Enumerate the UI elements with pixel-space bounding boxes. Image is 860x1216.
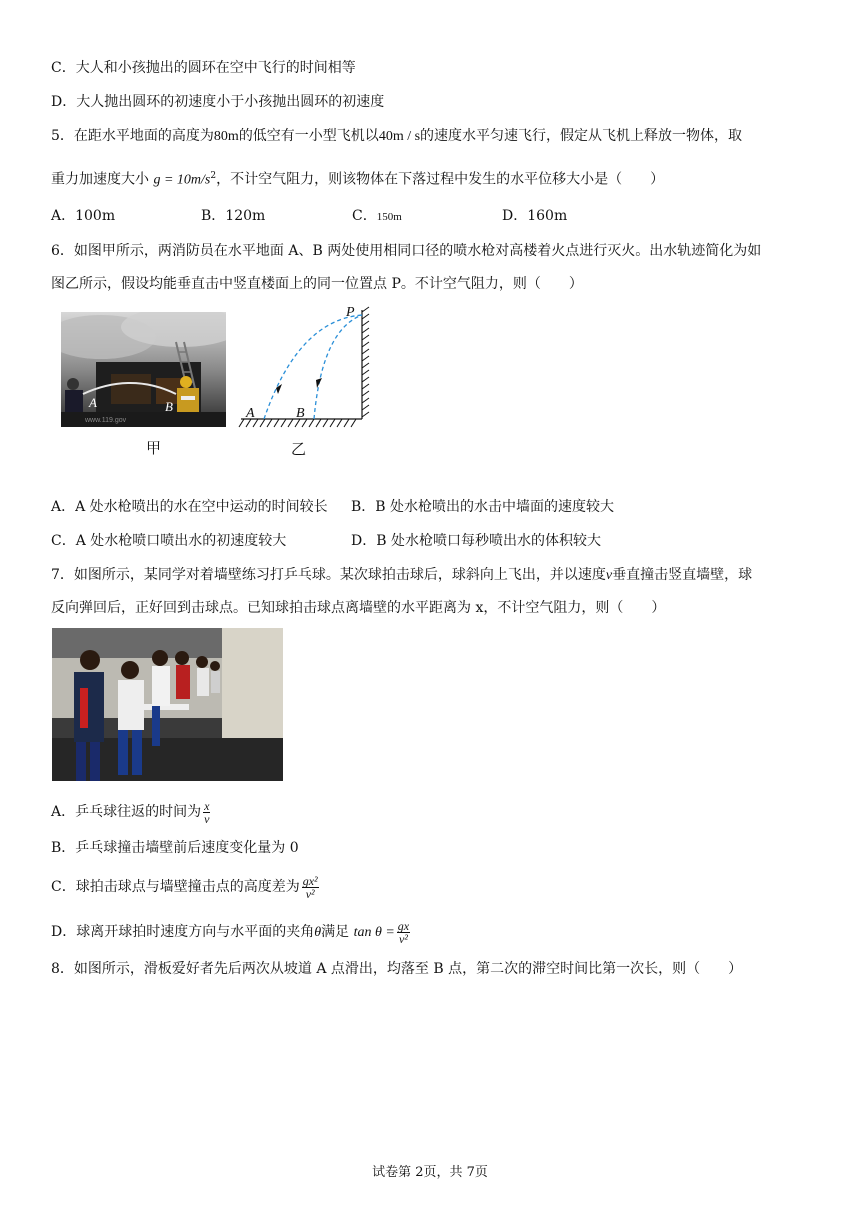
q5-stem-line2: 重力加速度大小 $g = 10m/s^2$，不计空气阻力，则该物体在下落过程中发生的水平位移大小是（ ） <box>51 171 665 188</box>
q6-option-c: C．A 处水枪喷口喷出水的初速度较大 <box>51 533 287 549</box>
page-footer: 试卷第 2页，共 7页 <box>372 1165 488 1180</box>
q5-option-c: C．150m <box>352 208 402 224</box>
diagram-label-p: P <box>346 305 355 320</box>
q7-option-a: A．乒乓球往返的时间为 $\frac{x}{v}$ <box>51 798 210 826</box>
q7-stem-line1: 7．如图所示，某同学对着墙壁练习打乒乓球。某次球拍击球后，球斜向上飞出，并以速度v垂直撞击竖直墙壁，球 <box>51 567 753 583</box>
q6-option-b: B．B 处水枪喷出的水击中墙面的速度较大 <box>351 499 615 515</box>
photo-label-b: B <box>165 399 173 414</box>
q5-option-b: B．120m <box>201 208 266 224</box>
firefighters-photo <box>61 312 226 427</box>
q7-option-b: B．乒乓球撞击墙壁前后速度变化量为 0 <box>51 840 299 856</box>
q7-option-d: D．球离开球拍时速度方向与水平面的夹角θ满足 tan θ = $\frac{gx}{\text{v²}}$ <box>51 918 410 946</box>
table-tennis-photo <box>52 628 283 781</box>
q6-stem-line2: 图乙所示，假设均能垂直击中竖直楼面上的同一位置点 P。不计空气阻力，则（ ） <box>51 276 583 292</box>
figure-caption-jia: 甲 <box>146 439 162 457</box>
photo-watermark: www.119.gov <box>85 417 127 424</box>
q4-option-c: C．大人和小孩抛出的圆环在空中飞行的时间相等 <box>51 60 356 76</box>
photo-label-a: A <box>89 395 97 410</box>
q6-stem-line1: 6．如图甲所示，两消防员在水平地面 A、B 两处使用相同口径的喷水枪对高楼着火点进行灭火。出水轨迹简化为如 <box>51 243 762 259</box>
q7-stem-line2: 反向弹回后，正好回到击球点。已知球拍击球点离墙壁的水平距离为 x，不计空气阻力，则（ ） <box>51 600 666 616</box>
q8-stem: 8．如图所示，滑板爱好者先后两次从坡道 A 点滑出，均落至 B 点，第二次的滞空时间比第一次长，则（ ） <box>51 961 743 977</box>
q6-option-d: D．B 处水枪喷口每秒喷出水的体积较大 <box>351 533 601 549</box>
q5-option-d: D．160m <box>502 208 568 224</box>
trajectory-diagram <box>236 302 376 430</box>
diagram-label-a: A <box>246 406 255 421</box>
q6-option-a: A．A 处水枪喷出的水在空中运动的时间较长 <box>51 499 328 515</box>
diagram-label-b: B <box>296 406 305 421</box>
q5-option-a: A．100m <box>51 208 116 224</box>
q4-option-d: D．大人抛出圆环的初速度小于小孩抛出圆环的初速度 <box>51 94 385 110</box>
figure-caption-yi: 乙 <box>291 440 307 458</box>
q7-option-c: C．球拍击球点与墙壁撞击点的高度差为 $\frac{\text{gx²}}{\text{v²}}$ <box>51 873 318 901</box>
q5-stem-line1: 5．在距水平地面的高度为80m的低空有一小型飞机以40m / s的速度水平匀速飞行，假定从飞机上释放一物体，取 <box>51 128 743 144</box>
